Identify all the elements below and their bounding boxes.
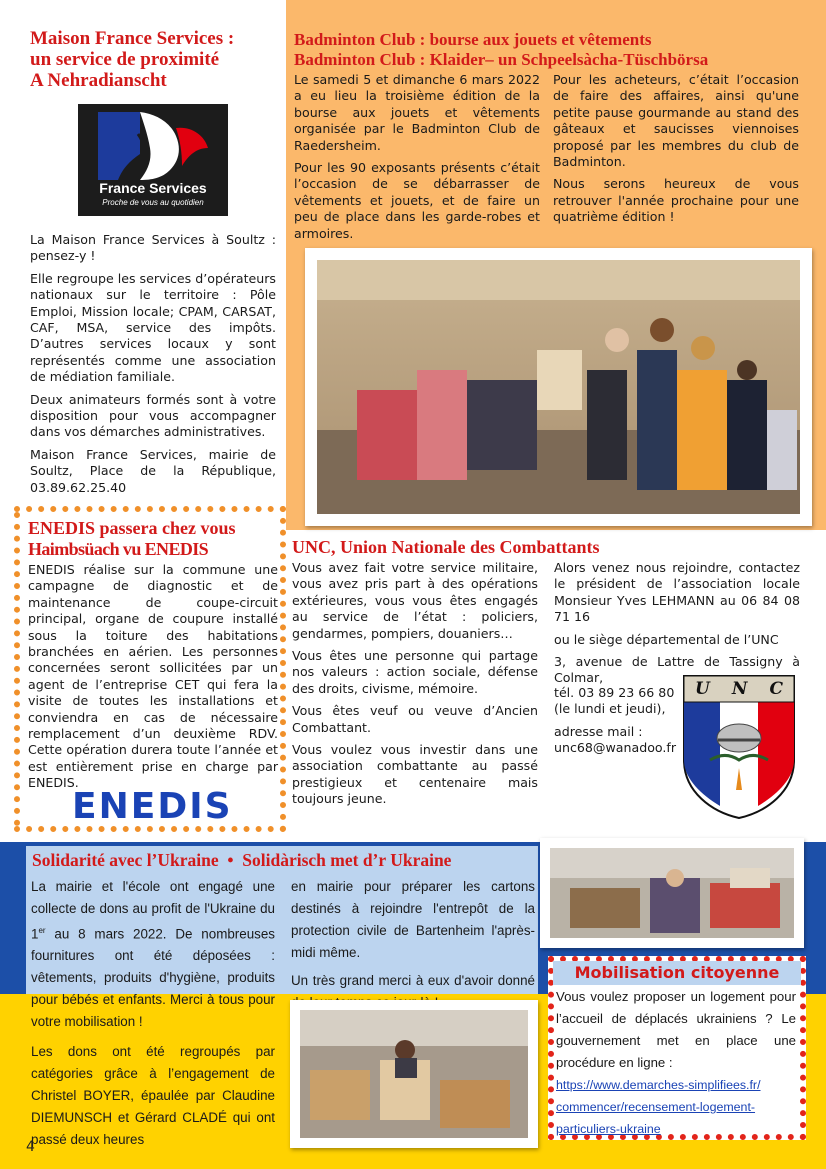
ukraine-photo-bottom <box>300 1010 528 1138</box>
badminton-photo <box>317 260 800 514</box>
unc-contact: tél. 03 89 23 66 80 (le lundi et jeudi), adresse mail : unc68@wanadoo.fr <box>554 685 682 763</box>
france-services-text: La Maison France Services à Soultz : pensez-y ! Elle regroupe les services d’opérateurs nationaux sur le territoire : Pôle Emploi, Mission locale; CPAM, CARSAT, CAF, MSA, service des impôts. D’autres services locaux y sont représentés comme une association de médiation familiale. Deux animateurs formés sont à votre disposition pour vous accompagner dans vos démarches administratives. Maison France Services, mairie de Soultz, Place de la République, 03.89.62.25.40 <box>30 232 276 495</box>
ukraine-photo-bottom-frame <box>290 1000 538 1148</box>
unc-col1: Vous avez fait votre service militaire, vous avez pris part à des opérations extérieures, vous vous êtes engagés au service de l’état : policiers, gendarmes, pompiers, douaniers… Vous êtes une personne qui partage nos valeurs : action sociale, défense des droits, civisme, mémoire. Vous êtes veuf ou veuve d’Ancien Combattant. Vous voulez vous investir dans une association combattante au passé prestigieux et centenaire mais toujours jeune. <box>292 560 538 807</box>
ukraine-photo-top-frame <box>540 838 804 948</box>
volunteers-scene-icon <box>550 848 794 938</box>
unc-emblem-letters: U N C <box>695 679 783 699</box>
mobilisation-link[interactable] <box>556 1074 796 1140</box>
ukraine-title: Solidarité avec l’Ukraine • Solidàrisch met d’r Ukraine <box>32 850 452 870</box>
unc-mail-link[interactable]: unc68@wanadoo.fr <box>554 740 677 756</box>
mobilisation-link-line-2[interactable]: commencer/recensement-logement- <box>556 1100 756 1114</box>
badminton-col1: Le samedi 5 et dimanche 6 mars 2022 a eu lieu la troisième édition de la bourse aux jouets et vêtements organisée par le Badminton Club de Raedersheim. Pour les 90 exposants présents c’était l’occasion de se débarrasser de vêtements et jouets, et de faire un peu de place dans les garde-robes et armoires. <box>294 72 540 241</box>
badminton-col2: Pour les acheteurs, c’était l’occasion de faire des affaires, ainsi qu'une petite pause gourmande au stand des gâteaux et saucisses viennoises proposé par les membres du club de Badminton. Nous serons heureux de vous retrouver l'année prochaine pour une quatrième édition ! <box>553 72 799 225</box>
donation-boxes-icon <box>300 1010 528 1138</box>
ukraine-col1-p1: La mairie et l'école ont engagé une collecte de dons au profit de l'Ukraine du 1er au 8 mars 2022. De nombreuses fournitures ont été déposées : vêtements, produits d'hygiène, produits pour bébés et enfants. Merci à tous pour votre mobilisation ! <box>31 879 275 1030</box>
mobilisation-title: Mobilisation citoyenne <box>574 963 780 982</box>
ukraine-photo-top <box>550 848 794 938</box>
france-services-brand: France Services <box>99 180 207 196</box>
mobilisation-text: Vous voulez proposer un logement pour l’accueil de déplacés ukrainiens ? Le gouvernement met en place une procédure en ligne : <box>556 989 796 1070</box>
france-services-logo <box>78 104 228 216</box>
france-services-title: Maison France Services : un service de proximité A Nehradianscht <box>30 28 235 91</box>
ukraine-col1 <box>31 876 275 1157</box>
france-services-section <box>0 0 286 505</box>
enedis-logo: ENEDIS <box>72 786 233 827</box>
enedis-text: ENEDIS réalise sur la commune une campagne de diagnostic et de maintenance de coupe-circuit principal, organe de coupure installé sous la toiture des habitations branchées en aérien. Les personnes concernées seront sollicitées par un agent de l’entreprise CET qui fera la visite de toutes les installations et conviendra en cas de nécessaire remplacement d’un deuxième RDV. Cette opération durera toute l’année et est entièrement prise en charge par ENEDIS. <box>28 562 278 791</box>
unc-title: UNC, Union Nationale des Combattants <box>292 537 600 557</box>
ukraine-col1-p2: Les dons ont été regroupés par catégories grâce à l’engagement de Christel BOYER, épaulée par Claudine DIEMUNSCH et Gérard CLADÉ qui ont passé deux heures <box>31 1044 275 1148</box>
enedis-title: ENEDIS passera chez vous Haimbsüach vu ENEDIS <box>28 518 236 559</box>
ukraine-col2: en mairie pour préparer les cartons destinés à rejoindre l'entrepôt de la protection civile de Bartenheim l'après-midi même. Un très grand merci à eux d'avoir donné <box>291 879 535 988</box>
mobilisation-box <box>548 956 806 1140</box>
unc-emblem <box>680 670 798 820</box>
gym-scene-icon <box>317 260 800 514</box>
enedis-left-dots <box>14 512 20 826</box>
enedis-section <box>14 506 286 832</box>
badminton-photo-frame <box>305 248 812 526</box>
page-number: 4 <box>26 1139 35 1155</box>
unc-col2: Alors venez nous rejoindre, contactez le président de l’association locale Monsieur Yves LEHMANN au 06 84 08 71 16 ou le siège départemental de l’UNC 3, avenue de Lattre de Tassigny à Colmar, <box>554 560 800 686</box>
mobilisation-link-line-1[interactable]: https://www.demarches-simplifiees.fr/ <box>556 1078 761 1092</box>
badminton-title: Badminton Club : bourse aux jouets et vêtements Badminton Club : Klaider– un Schpeelsàcha-Tüschbörsa <box>294 30 709 69</box>
france-services-tagline: Proche de vous au quotidien <box>102 198 204 207</box>
mobilisation-link-line-3[interactable]: particuliers-ukraine <box>556 1122 661 1136</box>
